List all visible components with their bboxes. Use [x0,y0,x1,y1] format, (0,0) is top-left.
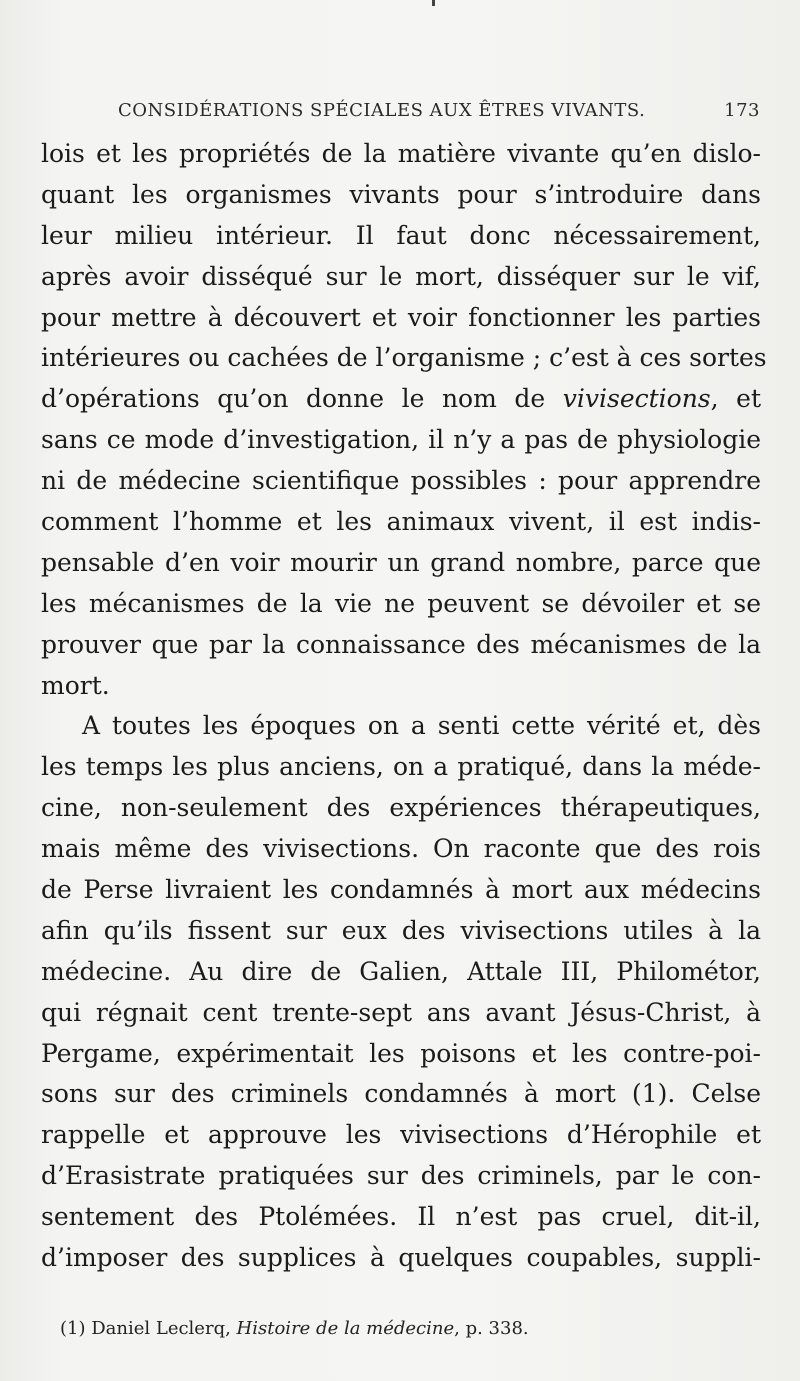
printer-mark [432,0,435,6]
text-line: pensable d’en voir mourir un grand nombre, parce que [41,547,761,577]
footnote-title: Histoire de la médecine [236,1318,455,1339]
text-line: sans ce mode d’investigation, il n’y a pas de physiologie [41,425,761,455]
paragraph-1 [41,134,767,706]
footnote-marker: (1) Daniel Leclerq, [60,1318,231,1339]
text-line: ni de médecine scientifique possibles : pour apprendre [41,466,761,496]
footnote-page-ref: , p. 338. [454,1318,529,1339]
page-number: 173 [724,100,760,121]
text-line: prouver que par la connaissance des mécanismes de la [41,629,761,659]
text-line: médecine. Au dire de Galien, Attale III, Philométor, [41,956,761,986]
text-segment: d’opérations qu’on donne le nom de [41,384,546,414]
text-line: sentement des Ptolémées. Il n’est pas cruel, dit-il, [41,1202,761,1232]
footnote [60,1318,760,1339]
text-line: d’imposer des supplices à quelques coupables, suppli- [41,1243,761,1273]
text-line-with-emphasis [41,379,761,420]
paragraph-2 [41,706,761,1278]
text-line: comment l’homme et les animaux vivent, il est indis- [41,507,761,537]
text-line: mais même des vivisections. On raconte que des rois [41,834,761,864]
text-line: lois et les propriétés de la matière vivante qu’en dislo- [41,139,761,168]
text-line: A toutes les époques on a senti cette vérité et, dès [82,711,761,741]
text-line: pour mettre à découvert et voir fonctionner les parties [41,302,761,332]
running-header [118,100,760,128]
text-line: les temps les plus anciens, on a pratiqué, dans la méde- [41,752,761,782]
text-line: d’Erasistrate pratiquées sur des criminels, par le con- [41,1161,761,1191]
text-line: quant les organismes vivants pour s’introduire dans [41,179,761,209]
text-line: de Perse livraient les condamnés à mort aux médecins [41,875,761,905]
text-line: qui régnait cent trente-sept ans avant Jésus-Christ, à [41,997,761,1027]
text-line: afin qu’ils fissent sur eux des vivisections utiles à la [41,915,761,945]
running-title: CONSIDÉRATIONS SPÉCIALES AUX ÊTRES VIVANTS. [118,100,646,121]
text-line: les mécanismes de la vie ne peuvent se dévoiler et se [41,588,761,618]
text-line: après avoir disséqué sur le mort, disséquer sur le vif, [41,261,761,291]
text-line: leur milieu intérieur. Il faut donc nécessairement, [41,220,761,250]
text-line: mort. [41,670,110,700]
body-text [41,134,767,1279]
emphasized-word: vivisections [562,384,711,414]
text-line: sons sur des criminels condamnés à mort (1). Celse [41,1079,761,1109]
text-segment: , et [710,384,761,414]
text-line: cine, non-seulement des expériences thérapeutiques, [41,793,761,823]
text-line: Pergame, expérimentait les poisons et les contre-poi- [41,1038,761,1068]
text-line: rappelle et approuve les vivisections d’Hérophile et [41,1120,761,1150]
text-line: intérieures ou cachées de l’organisme ; c’est à ces sortes [41,343,767,373]
